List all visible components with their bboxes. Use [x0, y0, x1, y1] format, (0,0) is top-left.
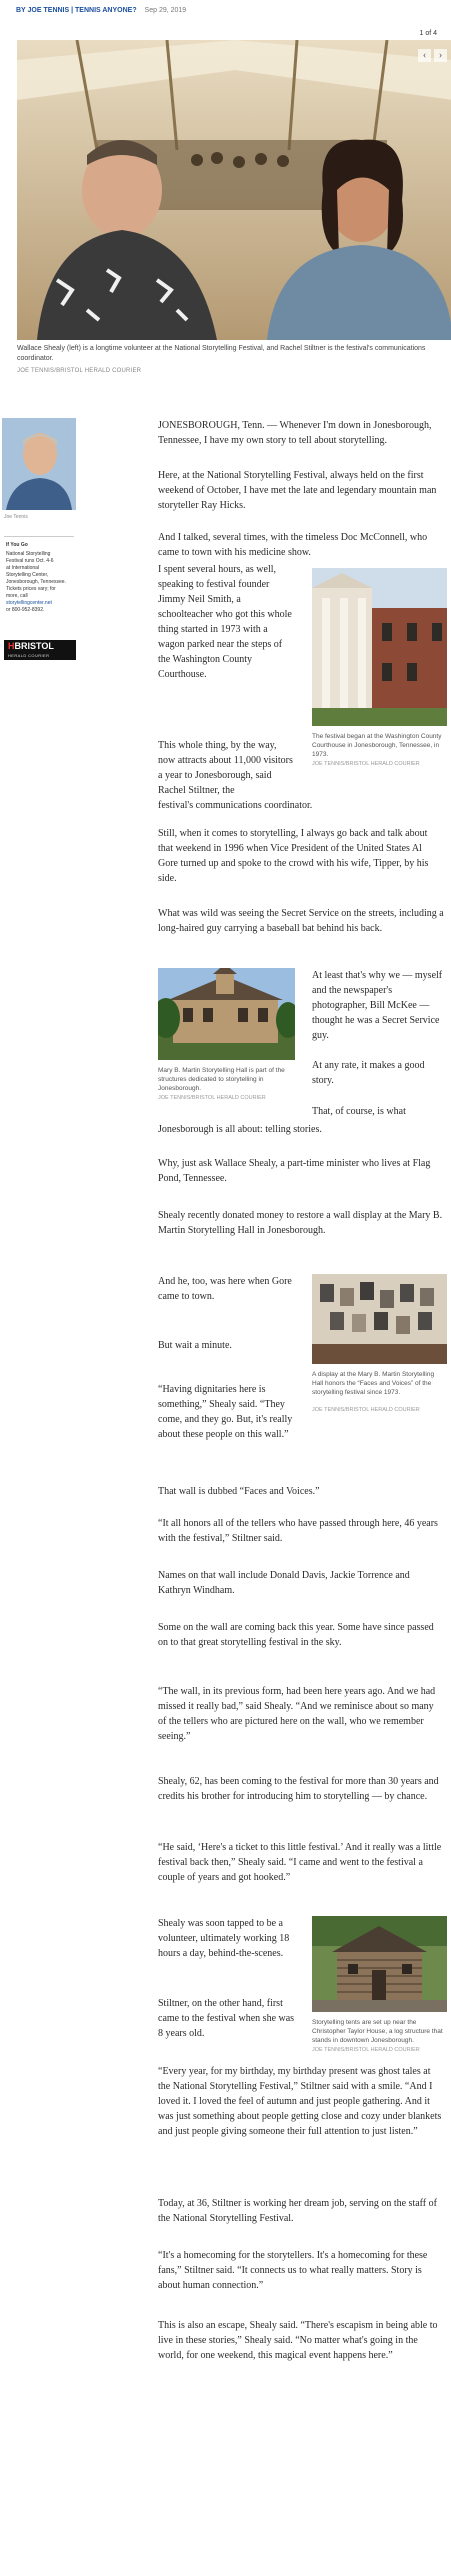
article-paragraph: And I talked, several times, with the timeless Doc McConnell, who came to town with his medicine show.: [158, 532, 428, 558]
info-line: at International: [6, 565, 40, 571]
chevron-left-icon: ‹: [422, 50, 427, 61]
cabin-credit: JOE TENNIS/BRISTOL HERALD COURIER: [312, 2047, 420, 2053]
info-line: National Storytelling: [6, 551, 51, 557]
info-line: Tickets prices vary; for: [6, 586, 56, 592]
article-paragraph: At least that's why we — myself and the newspaper's photographer, Bill McKee — thought he was a Secret Service guy.: [312, 970, 443, 1041]
article-paragraph: Still, when it comes to storytelling, I always go back and talk about that weekend in 1996 when Vice President of the United States Al Gore turned up and spoke to the crowd with his wife, Tipper, by his side.: [158, 828, 429, 884]
byline: [16, 7, 186, 14]
newspaper-logo[interactable]: [4, 640, 76, 660]
article-paragraph: This is also an escape, Shealy said. “There's escapism in being able to live in these stories,” Shealy said. “No matter what's going in the world, for one weekend, this magical event happens here.”: [158, 2320, 438, 2361]
article-paragraph: “Having dignitaries here is something,” Shealy said. “They come, and they go. But, it's really about these people on this wall.”: [158, 1384, 293, 1440]
logo-mark: H: [8, 641, 15, 651]
author-name: Joe Tennis: [4, 514, 28, 520]
publish-date: Sep 29, 2019: [144, 7, 187, 14]
article-paragraph: This whole thing, by the way, now attracts about 11,000 visitors a year to Jonesborough, said Rachel Stiltner, the: [158, 740, 293, 796]
cabin-caption: Storytelling tents are set up near the Christopher Taylor House, a log structure that stands in downtown Jonesborough.: [312, 2019, 443, 2044]
article-paragraph: Shealy, 62, has been coming to the festival for more than 30 years and credits his brother for introducing him to storytelling — by chance.: [158, 1776, 439, 1802]
article-paragraph: Jonesborough is all about: telling stories.: [158, 1124, 322, 1135]
logo-text: BRISTOL: [14, 641, 54, 651]
article-paragraph: JONESBOROUGH, Tenn. — Whenever I'm down in Jonesborough, Tennessee, I have my own story to tell about storytelling.: [158, 420, 432, 446]
faces-and-voices-image: [312, 1274, 447, 1364]
wall-caption: A display at the Mary B. Martin Storytelling Hall honors the “Faces and Voices” of the storytelling festival since 1973.: [312, 1371, 435, 1396]
storytelling-hall-photo[interactable]: [158, 968, 295, 1060]
article-paragraph: What was wild was seeing the Secret Service on the streets, including a long-haired guy carrying a baseball bat behind his back.: [158, 908, 444, 934]
author-avatar-image: [2, 418, 76, 510]
hero-photo[interactable]: [17, 40, 451, 340]
article-paragraph: Some on the wall are coming back this year. Some have since passed on to that great storytelling festival in the sky.: [158, 1622, 434, 1648]
info-line: Festival runs Oct. 4-6: [6, 558, 54, 564]
article-paragraph: Shealy recently donated money to restore a wall display at the Mary B. Martin Storytelling Hall in Jonesborough.: [158, 1210, 443, 1236]
log-house-image: [312, 1916, 447, 2012]
article-paragraph: Stiltner, on the other hand, first came to the festival when she was 8 years old.: [158, 1998, 295, 2039]
gallery-prev-button[interactable]: [418, 49, 431, 62]
log-house-photo[interactable]: [312, 1916, 447, 2012]
article-paragraph: Today, at 36, Stiltner is working her dream job, serving on the staff of the National Storytelling Festival.: [158, 2198, 437, 2224]
wall-credit: JOE TENNIS/BRISTOL HERALD COURIER: [312, 1407, 420, 1413]
info-line: more, call: [6, 593, 28, 599]
logo-subtext: HERALD COURIER: [8, 653, 50, 658]
info-website-link[interactable]: storytellingcenter.net: [6, 600, 52, 606]
article-paragraph: That wall is dubbed “Faces and Voices.”: [158, 1486, 320, 1497]
article-paragraph: I spent several hours, as well, speaking to festival founder Jimmy Neil Smith, a schoolteacher who got this whole thing started in 1973 with a wagon parked near the steps of the Washington County Courthouse.: [158, 564, 292, 680]
hall-credit: JOE TENNIS/BRISTOL HERALD COURIER: [158, 1095, 266, 1101]
article-paragraph: At any rate, it makes a good story.: [312, 1060, 425, 1086]
article-paragraph: Shealy was soon tapped to be a volunteer, ultimately working 18 hours a day, behind-the-scenes.: [158, 1918, 290, 1959]
article-paragraph: “The wall, in its previous form, had been here years ago. And we had missed it really bad,” said Shealy. “And we reminisce about so many of the tellers who are pictured here on the wall, who we remember seeing.”: [158, 1686, 436, 1742]
article-paragraph: “It's a homecoming for the storytellers. It's a homecoming for these fans,” Stiltner said. “It connects us to what really matters. Story is about human connection.”: [158, 2250, 428, 2291]
article-paragraph: But wait a minute.: [158, 1340, 232, 1351]
if-you-go-title: If You Go: [6, 542, 28, 548]
hero-caption: Wallace Shealy (left) is a longtime volunteer at the National Storytelling Festival, and Rachel Stiltner is the festival's communications coordinator.: [17, 345, 426, 362]
article-paragraph: “Every year, for my birthday, my birthday present was ghost tales at the National Storytelling Festival,” Stiltner said with a smile. “And I loved it. I loved the feel of autumn and just people gathering. And it was just something about people getting close and cozy under blankets and just people giving someone their full attention to just listen.”: [158, 2066, 442, 2137]
hero-credit: JOE TENNIS/BRISTOL HERALD COURIER: [17, 368, 142, 374]
if-you-go-box: [6, 542, 72, 614]
storytelling-hall-image: [158, 968, 295, 1060]
hall-caption: Mary B. Martin Storytelling Hall is part of the structures dedicated to storytelling in Jonesborough.: [158, 1067, 285, 1092]
article-paragraph: “It all honors all of the tellers who have passed through here, 46 years with the festival,” Stiltner said.: [158, 1518, 438, 1544]
article-paragraph: Names on that wall include Donald Davis, Jackie Torrence and Kathryn Windham.: [158, 1570, 410, 1596]
article-paragraph: And he, too, was here when Gore came to town.: [158, 1276, 292, 1302]
author-link[interactable]: BY JOE TENNIS | TENNIS ANYONE?: [16, 7, 137, 14]
courthouse-photo[interactable]: [312, 568, 447, 726]
faces-and-voices-photo[interactable]: [312, 1274, 447, 1364]
info-line: Jonesborough, Tennessee.: [6, 579, 66, 585]
author-headshot: [2, 418, 76, 510]
sidebar-divider: [4, 536, 74, 537]
info-line: Storytelling Center,: [6, 572, 49, 578]
article-paragraph: “He said, ‘Here's a ticket to this little festival.’ And it really was a little festival back then,” Shealy said. “I came and went to the festival a couple of years and got hooked.”: [158, 1842, 442, 1883]
chevron-right-icon: ›: [438, 50, 443, 61]
gallery-next-button[interactable]: [434, 49, 447, 62]
info-phone: or 800-952-8392.: [6, 607, 45, 613]
gallery-counter: 1 of 4: [419, 30, 437, 37]
courthouse-image: [312, 568, 447, 726]
article-paragraph: Here, at the National Storytelling Festival, always held on the first weekend of October, I have met the late and legendary mountain man storyteller Ray Hicks.: [158, 470, 437, 511]
courthouse-caption: The festival began at the Washington County Courthouse in Jonesborough, Tennessee, in 1973.: [312, 733, 442, 758]
courthouse-credit: JOE TENNIS/BRISTOL HERALD COURIER: [312, 761, 420, 767]
article-paragraph: festival's communications coordinator.: [158, 800, 313, 811]
article-paragraph: Why, just ask Wallace Shealy, a part-time minister who lives at Flag Pond, Tennessee.: [158, 1158, 431, 1184]
tent-interior-photo: [17, 40, 451, 340]
article-paragraph: That, of course, is what: [312, 1106, 406, 1117]
